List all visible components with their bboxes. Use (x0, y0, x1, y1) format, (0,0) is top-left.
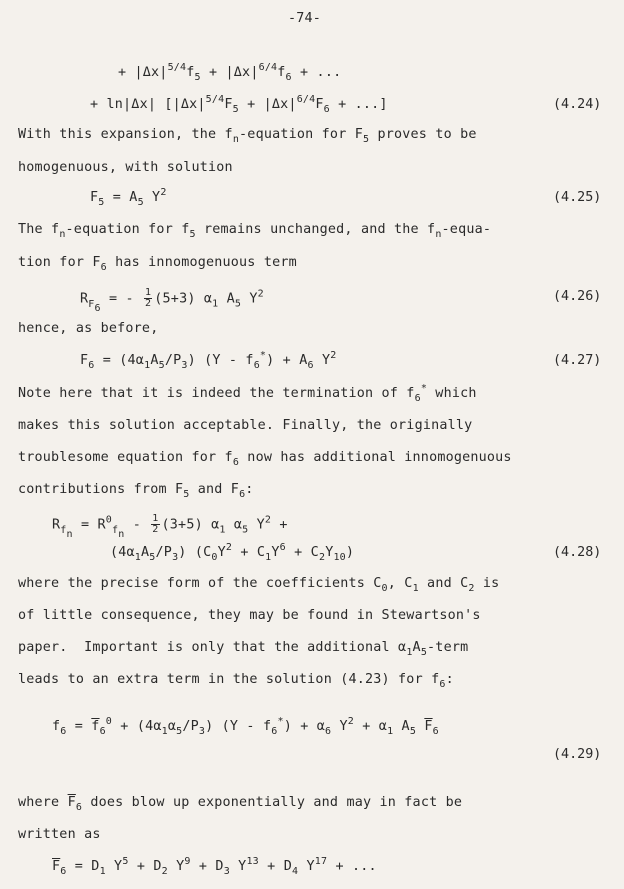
equation-line: $f_6 = \overline{f}_6^0 + (4\alpha_1\alpha_5/P_3)$ $(Y - f_6^*) + \alpha_6$ $Y^2 + \alpha_1$ $A_5$ $\overline{F}_6$ (52, 716, 439, 737)
paragraph-line: paper. Important is only that the additional $\alpha_1A_5$-term (18, 640, 469, 658)
equation-line: + ln|Δx| [$|\Delta x|^{5/4}F_5 + |\Delta x|^{6/4}F_6$ + ...] (90, 94, 388, 115)
equation-number: (4.27) (553, 353, 602, 368)
equation-line: $\overline{F}_6 = D_1$ $Y^5 + D_2$ $Y^9 + D_3$ $Y^{13} + D_4$ $Y^{17}$ + ... (52, 856, 377, 877)
equation-line: $F_6 = (4\alpha_1A_5/P_3)$ $(Y - f_6^*) + A_6$ $Y^2$ (80, 350, 337, 371)
equation-number: (4.25) (553, 190, 602, 205)
page-number: -74- (288, 11, 322, 26)
paragraph-line: Note here that it is indeed the termination of $f_6^*$ which (18, 383, 477, 404)
paragraph-line: leads to an extra term in the solution (4.23) for $f_6$: (18, 672, 454, 690)
equation-line: $R_{f_n} = R^0_{f_n}$ - $\frac{1}{2}$ (3+5) $\alpha_1$ $\alpha_5$ $Y^2$ + (52, 513, 288, 540)
paragraph-line: where the precise form of the coefficients $C_0$, $C_1$ and $C_2$ is (18, 576, 500, 594)
paragraph-line: makes this solution acceptable. Finally, the originally (18, 418, 473, 433)
equation-line: $R_{F_6}$ = - $\frac{1}{2}$ (5+3) $\alpha_1$ $A_5$ $Y^2$ (80, 287, 264, 314)
paragraph-line: of little consequence, they may be found in Stewartson's (18, 608, 481, 623)
paragraph-line: hence, as before, (18, 321, 159, 336)
paragraph-line: written as (18, 827, 101, 842)
paragraph-line: where $\overline{F}_6$ does blow up exponentially and may in fact be (18, 795, 463, 813)
paragraph-line: homogenuous, with solution (18, 160, 233, 175)
paragraph-line: tion for $F_6$ has innomogenuous term (18, 255, 297, 273)
paragraph-line: With this expansion, the $f_n$-equation for $F_5$ proves to be (18, 127, 477, 145)
equation-line: $F_5 = A_5$ $Y^2$ (90, 187, 167, 208)
equation-line: + $|\Delta x|^{5/4}f_5 + |\Delta x|^{6/4}f_6$ + ... (118, 62, 342, 83)
equation-number: (4.24) (553, 97, 602, 112)
equation-number: (4.28) (553, 545, 602, 560)
equation-number: (4.26) (553, 289, 602, 304)
paragraph-line: troublesome equation for $f_6$ now has additional innomogenuous (18, 450, 512, 468)
paragraph-line: contributions from $F_5$ and $F_6$: (18, 482, 254, 500)
paragraph-line: The $f_n$-equation for $f_5$ remains unchanged, and the $f_n-equa-$ (18, 222, 492, 240)
equation-line: $(4\alpha_1A_5/P_3) (C_0Y^2 + C_1Y^6 + C_2Y_{10})$ (110, 542, 355, 563)
equation-number: (4.29) (553, 747, 602, 762)
